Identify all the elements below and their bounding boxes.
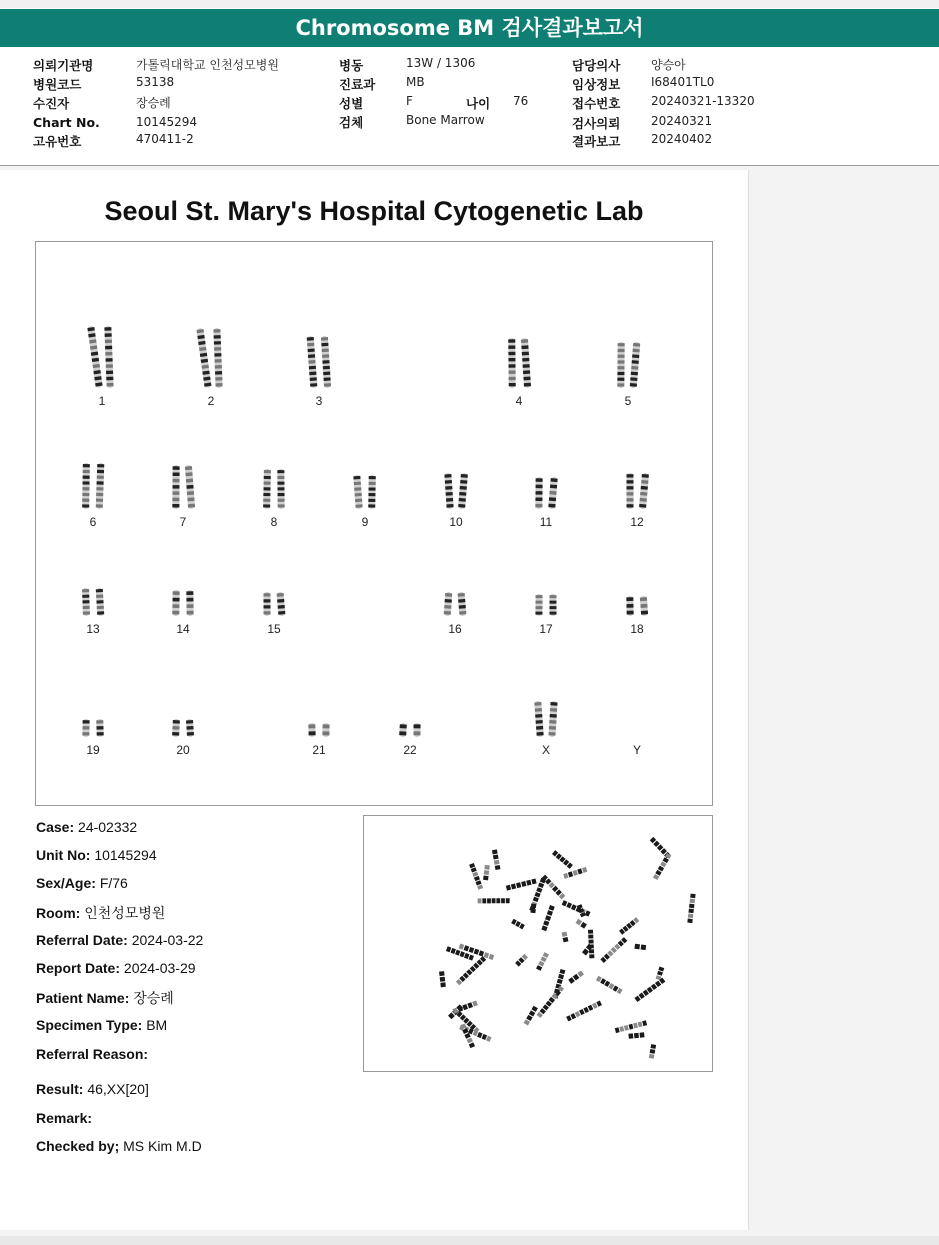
value-age: 76: [513, 94, 529, 108]
metaphase-spread-image: [364, 816, 712, 1071]
label-hospital-code: 병원코드: [33, 77, 82, 92]
chromosome-pair-15: [244, 550, 304, 636]
chromosome-pair-1: [72, 322, 132, 408]
chromosome-pair-5: [598, 322, 658, 408]
metaphase-chromosome: [469, 863, 483, 890]
chromosome-image: [63, 550, 123, 620]
chromosome-label: 5: [624, 394, 632, 408]
chromosome-label: 18: [630, 622, 644, 636]
chromosome-pair-4: [489, 322, 549, 408]
chromosome-image: [244, 550, 304, 620]
chromosome-image: [489, 322, 549, 392]
chromosome-image: [153, 443, 213, 513]
field-case: [36, 819, 137, 835]
patient-info-section: [0, 50, 939, 164]
chromosome-pair-7: [153, 443, 213, 529]
chromosome-pair-11: [516, 443, 576, 529]
field-value: F/76: [99, 875, 128, 891]
chromosome-label: 14: [176, 622, 190, 636]
field-value: 2024-03-22: [131, 932, 204, 948]
value-patient: 장승례: [136, 96, 171, 110]
label-ward: 병동: [339, 58, 364, 73]
bottom-border: [0, 1236, 939, 1245]
value-department: MB: [406, 75, 425, 89]
chromosome-image: [426, 443, 486, 513]
metaphase-chromosome: [483, 865, 490, 881]
metaphase-chromosome: [687, 894, 695, 923]
chromosome-pair-10: [426, 443, 486, 529]
field-label: Remark:: [36, 1110, 93, 1126]
chromosome-image: [63, 443, 123, 513]
metaphase-chromosome: [439, 971, 446, 987]
field-value: MS Kim M.D: [123, 1138, 202, 1154]
chromosome-pair-21: [289, 671, 349, 757]
chromosome-label: 17: [539, 622, 553, 636]
metaphase-chromosome: [541, 905, 554, 931]
chromosome-pair-6: [63, 443, 123, 529]
field-specimen-type: [36, 1017, 167, 1033]
field-patient-name: [36, 988, 174, 1008]
chromosome-label: 20: [176, 743, 190, 757]
metaphase-chromosome: [634, 978, 665, 1002]
chromosome-label: 7: [179, 515, 187, 529]
metaphase-chromosome: [634, 944, 646, 950]
chromosome-label: 9: [361, 515, 369, 529]
value-report-date: 20240402: [651, 132, 713, 146]
field-room: [36, 903, 165, 923]
field-referral-date: [36, 932, 203, 948]
metaphase-chromosome: [563, 867, 587, 879]
value-accession-no: 20240321-13320: [651, 94, 755, 108]
field-value: 장승례: [133, 990, 174, 1006]
chromosome-pair-18: [607, 550, 667, 636]
report-title: Chromosome BM 검사결과보고서: [0, 9, 939, 47]
label-institution: 의뢰기관명: [33, 58, 94, 73]
chromosome-pair-X: [516, 671, 576, 757]
value-sex: F: [406, 94, 413, 108]
value-doctor: 양승아: [651, 58, 686, 72]
chromosome-pair-20: [153, 671, 213, 757]
chromosome-image: [516, 671, 576, 741]
label-patient: 수진자: [33, 96, 70, 111]
label-specimen: 검체: [339, 115, 364, 130]
metaphase-chromosome: [452, 1000, 477, 1013]
value-institution: 가톨릭대학교 인천성모병원: [136, 58, 279, 72]
metaphase-chromosome: [628, 1032, 644, 1038]
chromosome-pair-12: [607, 443, 667, 529]
metaphase-chromosome: [656, 967, 665, 981]
field-checked-by: [36, 1138, 202, 1154]
field-value: BM: [146, 1017, 168, 1033]
metaphase-chromosome: [562, 932, 569, 943]
field-remark: [36, 1110, 92, 1126]
chromosome-label: 11: [539, 515, 553, 529]
top-border: [0, 0, 939, 8]
value-ward: 13W / 1306: [406, 56, 476, 70]
chromosome-pair-9: [335, 443, 395, 529]
chromosome-label: 6: [89, 515, 97, 529]
field-referral-reason: [36, 1046, 148, 1062]
chromosome-label: 10: [449, 515, 463, 529]
chromosome-label: 13: [86, 622, 100, 636]
field-unit-no: [36, 847, 157, 863]
chromosome-pair-Y: [607, 671, 667, 757]
chromosome-pair-17: [516, 550, 576, 636]
chromosome-label: Y: [632, 743, 641, 757]
chromosome-label: 3: [315, 394, 323, 408]
value-hospital-code: 53138: [136, 75, 175, 89]
metaphase-chromosome: [596, 976, 623, 994]
label-sex: 성별: [339, 96, 364, 111]
field-report-date: [36, 960, 196, 976]
label-request-date: 검사의뢰: [572, 116, 621, 131]
chromosome-image: [380, 671, 440, 741]
karyogram-panel: [35, 241, 713, 806]
chromosome-label: 19: [86, 743, 100, 757]
chromosome-image: [72, 322, 132, 392]
field-label: Referral Date:: [36, 932, 128, 948]
value-unique-no: 470411-2: [136, 132, 194, 146]
metaphase-chromosome: [649, 1044, 656, 1059]
chromosome-image: [63, 671, 123, 741]
chromosome-label: 1: [98, 394, 106, 408]
lab-title: Seoul St. Mary's Hospital Cytogenetic Lab: [104, 196, 644, 226]
value-clinical-info: I68401TL0: [651, 75, 715, 89]
field-value: 46,XX[20]: [87, 1081, 149, 1097]
value-chart-no: 10145294: [136, 115, 198, 129]
value-specimen: Bone Marrow: [406, 113, 485, 127]
metaphase-chromosome: [542, 875, 566, 900]
chromosome-image: [289, 322, 349, 392]
metaphase-chromosome: [515, 954, 528, 967]
chromosome-label: 22: [403, 743, 417, 757]
chromosome-image: [289, 671, 349, 741]
chromosome-image: [181, 322, 241, 392]
chromosome-pair-8: [244, 443, 304, 529]
chromosome-image: [607, 443, 667, 513]
chromosome-label: 15: [267, 622, 281, 636]
field-label: Checked by;: [36, 1138, 120, 1154]
chromosome-label: 21: [312, 743, 326, 757]
chromosome-label: 4: [515, 394, 523, 408]
chromosome-pair-22: [380, 671, 440, 757]
field-value: 인천성모병원: [84, 905, 166, 921]
label-unique-no: 고유번호: [33, 134, 82, 149]
chromosome-label: 2: [207, 394, 215, 408]
metaphase-chromosome: [575, 919, 586, 929]
field-label: Result:: [36, 1081, 84, 1097]
metaphase-chromosome: [615, 1020, 647, 1033]
metaphase-chromosome: [537, 986, 565, 1018]
value-request-date: 20240321: [651, 114, 713, 128]
chromosome-image: [335, 443, 395, 513]
metaphase-chromosome: [536, 952, 549, 971]
metaphase-chromosome: [568, 970, 584, 983]
metaphase-chromosome: [492, 849, 500, 870]
chromosome-label: X: [541, 743, 550, 757]
metaphase-chromosome: [511, 919, 525, 930]
field-value: 24-02332: [78, 819, 138, 835]
chromosome-pair-13: [63, 550, 123, 636]
chromosome-label: 12: [630, 515, 644, 529]
label-doctor: 담당의사: [572, 58, 621, 73]
metaphase-chromosome: [459, 943, 495, 959]
field-value: 2024-03-29: [123, 960, 196, 976]
field-label: Referral Reason:: [36, 1046, 149, 1062]
label-report-date: 결과보고: [572, 134, 621, 149]
field-sex-age: [36, 875, 128, 891]
chromosome-image: [153, 550, 213, 620]
metaphase-chromosome: [566, 1001, 602, 1022]
metaphase-chromosome: [478, 898, 510, 903]
field-label: Case:: [36, 819, 75, 835]
label-clinical-info: 임상정보: [572, 77, 621, 92]
field-label: Room:: [36, 905, 81, 921]
chromosome-image: [598, 322, 658, 392]
field-result: [36, 1081, 149, 1097]
metaphase-chromosome: [456, 956, 486, 985]
metaphase-chromosome: [524, 1006, 538, 1026]
label-chart-no: Chart No.: [33, 115, 100, 130]
chromosome-pair-2: [181, 322, 241, 408]
metaphase-chromosome: [600, 937, 627, 963]
metaphase-chromosome: [552, 850, 573, 869]
metaphase-chromosome: [653, 853, 671, 880]
chromosome-pair-16: [425, 550, 485, 636]
chromosome-pair-3: [289, 322, 349, 408]
metaphase-chromosome: [506, 878, 537, 890]
chromosome-pair-19: [63, 671, 123, 757]
field-label: Patient Name:: [36, 990, 130, 1006]
label-age: 나이: [466, 96, 491, 111]
chromosome-image: [607, 550, 667, 620]
field-value: 10145294: [94, 847, 157, 863]
chromosome-image: [425, 550, 485, 620]
label-accession-no: 접수번호: [572, 96, 621, 111]
metaphase-chromosome: [619, 917, 639, 935]
chromosome-image: [516, 550, 576, 620]
chromosome-image: [244, 443, 304, 513]
chromosome-label: 16: [448, 622, 462, 636]
field-label: Report Date:: [36, 960, 121, 976]
chromosome-image: [153, 671, 213, 741]
chromosome-label: 8: [270, 515, 278, 529]
metaphase-chromosome: [562, 900, 591, 916]
label-department: 진료과: [339, 77, 376, 92]
field-label: Sex/Age:: [36, 875, 96, 891]
field-label: Specimen Type:: [36, 1017, 143, 1033]
metaphase-image: [363, 815, 713, 1072]
chromosome-pair-14: [153, 550, 213, 636]
chromosome-image: [516, 443, 576, 513]
field-label: Unit No:: [36, 847, 91, 863]
